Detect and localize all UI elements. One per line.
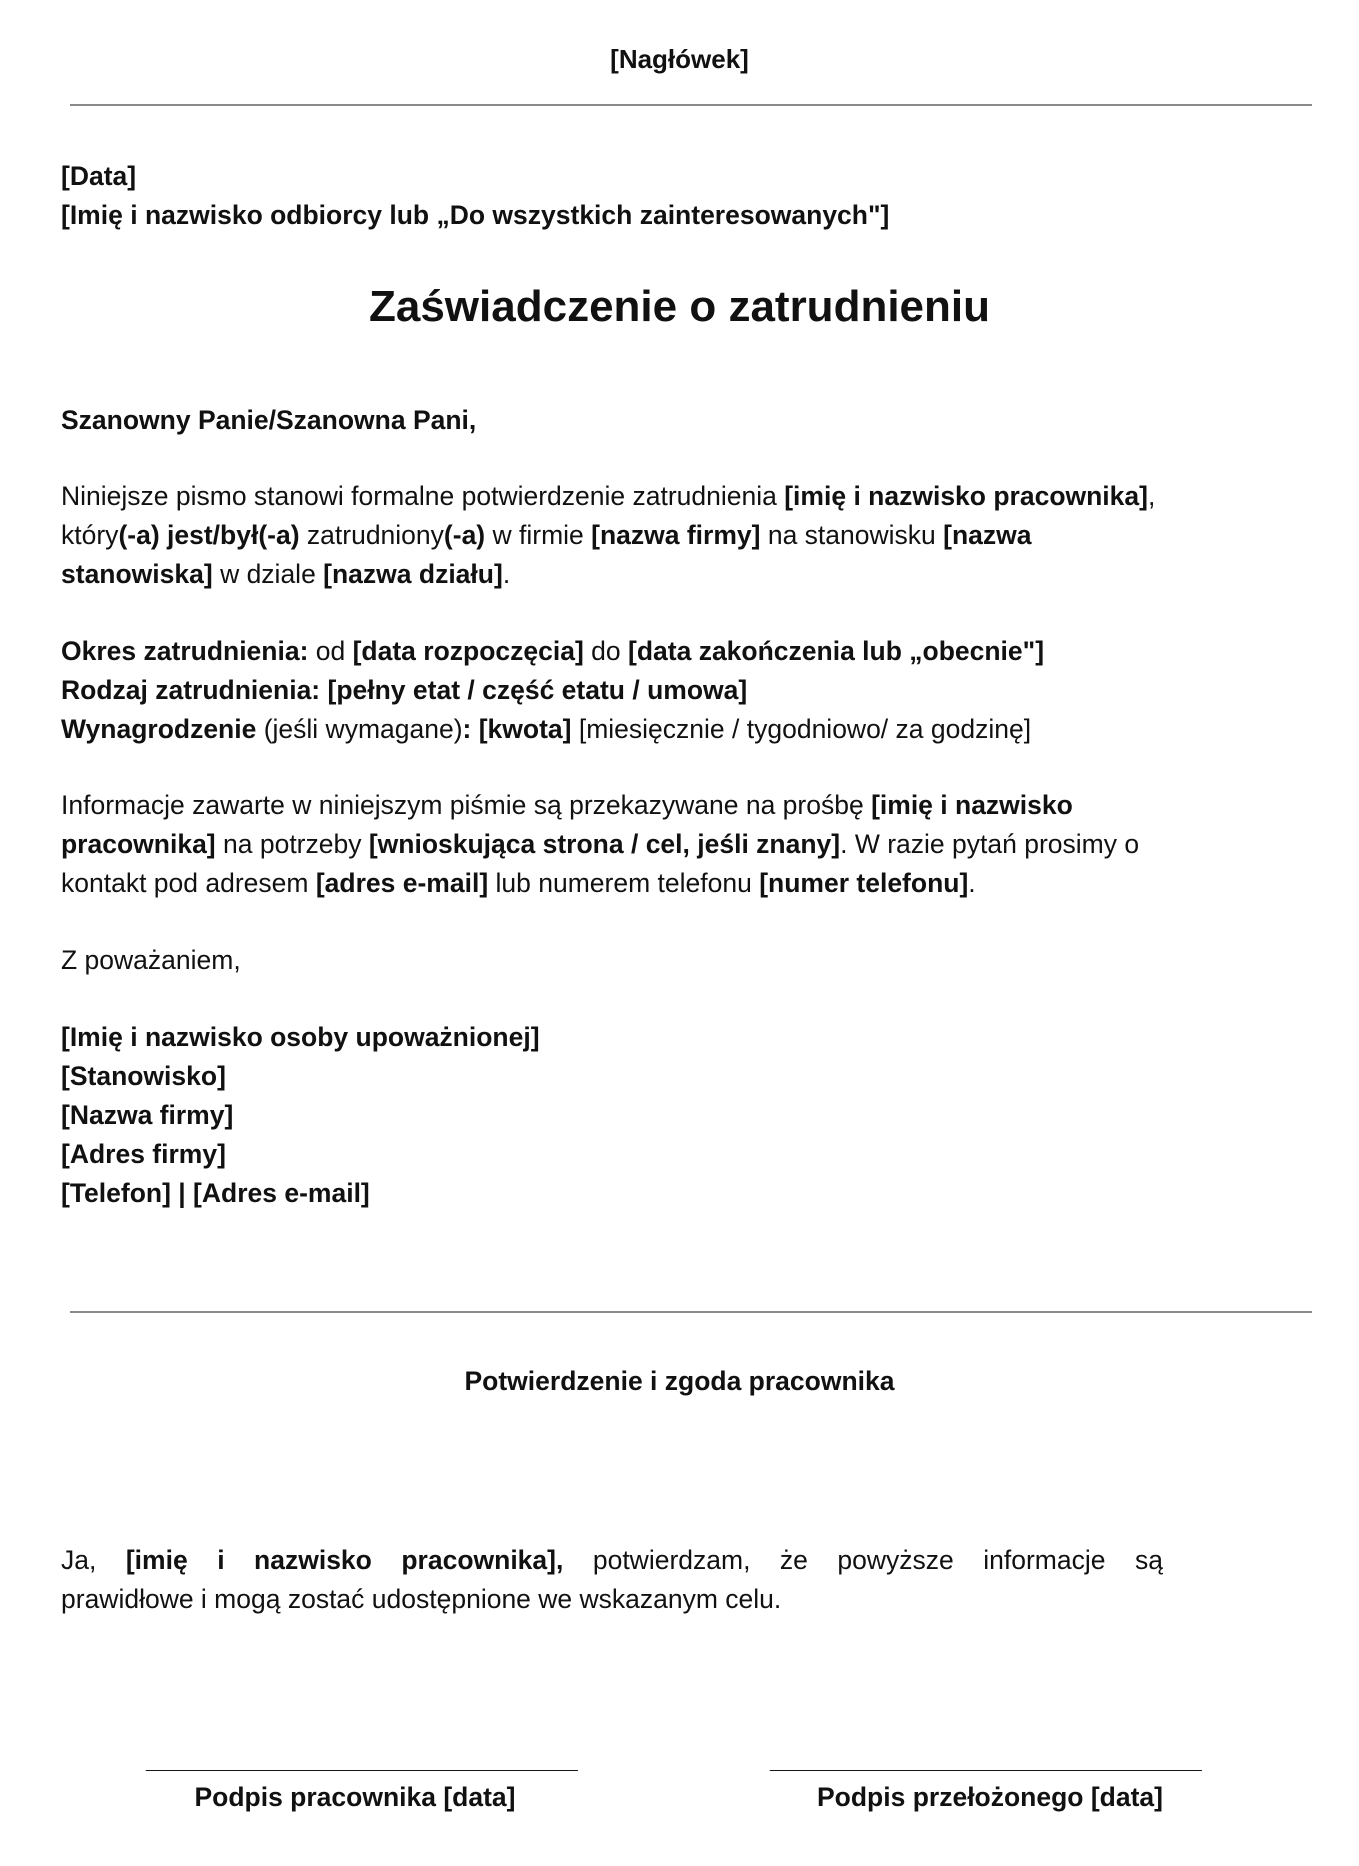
recipient-field: [Imię i nazwisko odbiorcy lub „Do wszystkich zainteresowanych"]: [61, 200, 890, 230]
closing: Z poważaniem,: [61, 945, 241, 975]
header-divider: [70, 104, 1312, 106]
body-paragraph-1-line-1: Niniejsze pismo stanowi formalne potwierdzenie zatrudnienia [imię i nazwisko pracownika],: [61, 481, 1156, 511]
employee-signature-label: Podpis pracownika [data]: [194, 1782, 516, 1812]
body-paragraph-2-line-1: Informacje zawarte w niniejszym piśmie są przekazywane na prośbę [imię i nazwisko: [61, 790, 1073, 820]
date-field: [Data]: [61, 161, 137, 191]
body-paragraph-2-line-2: pracownika] na potrzeby [wnioskująca strona / cel, jeśli znany]. W razie pytań prosimy o: [61, 829, 1140, 859]
salutation: Szanowny Panie/Szanowna Pani,: [61, 405, 477, 435]
document-header: [Nagłówek]: [610, 44, 749, 74]
salary: Wynagrodzenie (jeśli wymagane): [kwota] [miesięcznie / tygodniowo/ za godzinę]: [61, 714, 1032, 744]
employment-period: Okres zatrudnienia: od [data rozpoczęcia] do [data zakończenia lub „obecnie"]: [61, 636, 1045, 666]
document-title: Zaświadczenie o zatrudnieniu: [368, 282, 990, 331]
signatory-contact: [Telefon] | [Adres e-mail]: [61, 1178, 370, 1208]
employee-signature-line: ________________________________: [146, 1744, 577, 1774]
employment-type: Rodzaj zatrudnienia: [pełny etat / część etatu / umowa]: [61, 675, 748, 705]
body-paragraph-1-line-3: stanowiska] w dziale [nazwa działu].: [61, 559, 511, 589]
signatory-company: [Nazwa firmy]: [61, 1100, 234, 1130]
signatory-address: [Adres firmy]: [61, 1139, 226, 1169]
body-paragraph-1-line-2: który(-a) jest/był(-a) zatrudniony(-a) w firmie [nazwa firmy] na stanowisku [nazwa: [61, 520, 1032, 550]
confirmation-line-1: Ja, [imię i nazwisko pracownika], potwierdzam, że powyższe informacje są: [61, 1545, 1163, 1575]
supervisor-signature-label: Podpis przełożonego [data]: [817, 1782, 1163, 1812]
section-divider: [70, 1311, 1312, 1313]
signatory-name: [Imię i nazwisko osoby upoważnionej]: [61, 1022, 540, 1052]
confirmation-heading: Potwierdzenie i zgoda pracownika: [464, 1366, 895, 1396]
confirmation-line-2: prawidłowe i mogą zostać udostępnione we wskazanym celu.: [61, 1584, 782, 1614]
supervisor-signature-line: ________________________________: [770, 1744, 1201, 1774]
body-paragraph-2-line-3: kontakt pod adresem [adres e-mail] lub numerem telefonu [numer telefonu].: [61, 868, 976, 898]
signatory-position: [Stanowisko]: [61, 1061, 226, 1091]
